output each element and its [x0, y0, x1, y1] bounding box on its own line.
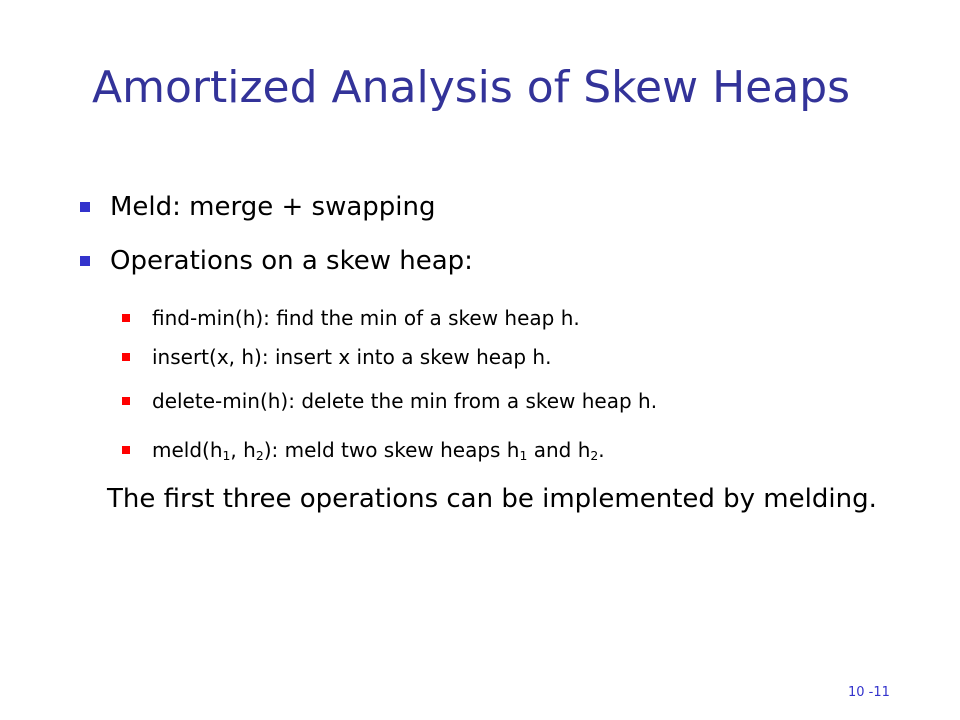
sub-bullet-square-icon	[122, 353, 130, 361]
bullet-square-icon	[80, 202, 90, 212]
slide-title: Amortized Analysis of Skew Heaps	[92, 62, 851, 113]
bullet-square-icon	[80, 256, 90, 266]
sub-bullet-square-icon	[122, 397, 130, 405]
sub-bullet-item: delete-min(h): delete the min from a skew heap h.	[152, 389, 658, 413]
sub-bullet-item: find-min(h): find the min of a skew heap h.	[152, 306, 580, 330]
bullet-item: Operations on a skew heap:	[110, 246, 473, 276]
body-paragraph: The first three operations can be implemented by melding.	[107, 484, 877, 514]
bullet-item: Meld: merge + swapping	[110, 192, 436, 222]
sub-bullet-item: insert(x, h): insert x into a skew heap h.	[152, 345, 552, 369]
sub-bullet-item-meld: $meld(h_1$, $h_2$): meld two skew heaps $h_1$ and $h_2$.	[152, 438, 605, 464]
page-number: 10 -11	[848, 685, 890, 700]
sub-bullet-square-icon	[122, 446, 130, 454]
sub-bullet-square-icon	[122, 314, 130, 322]
